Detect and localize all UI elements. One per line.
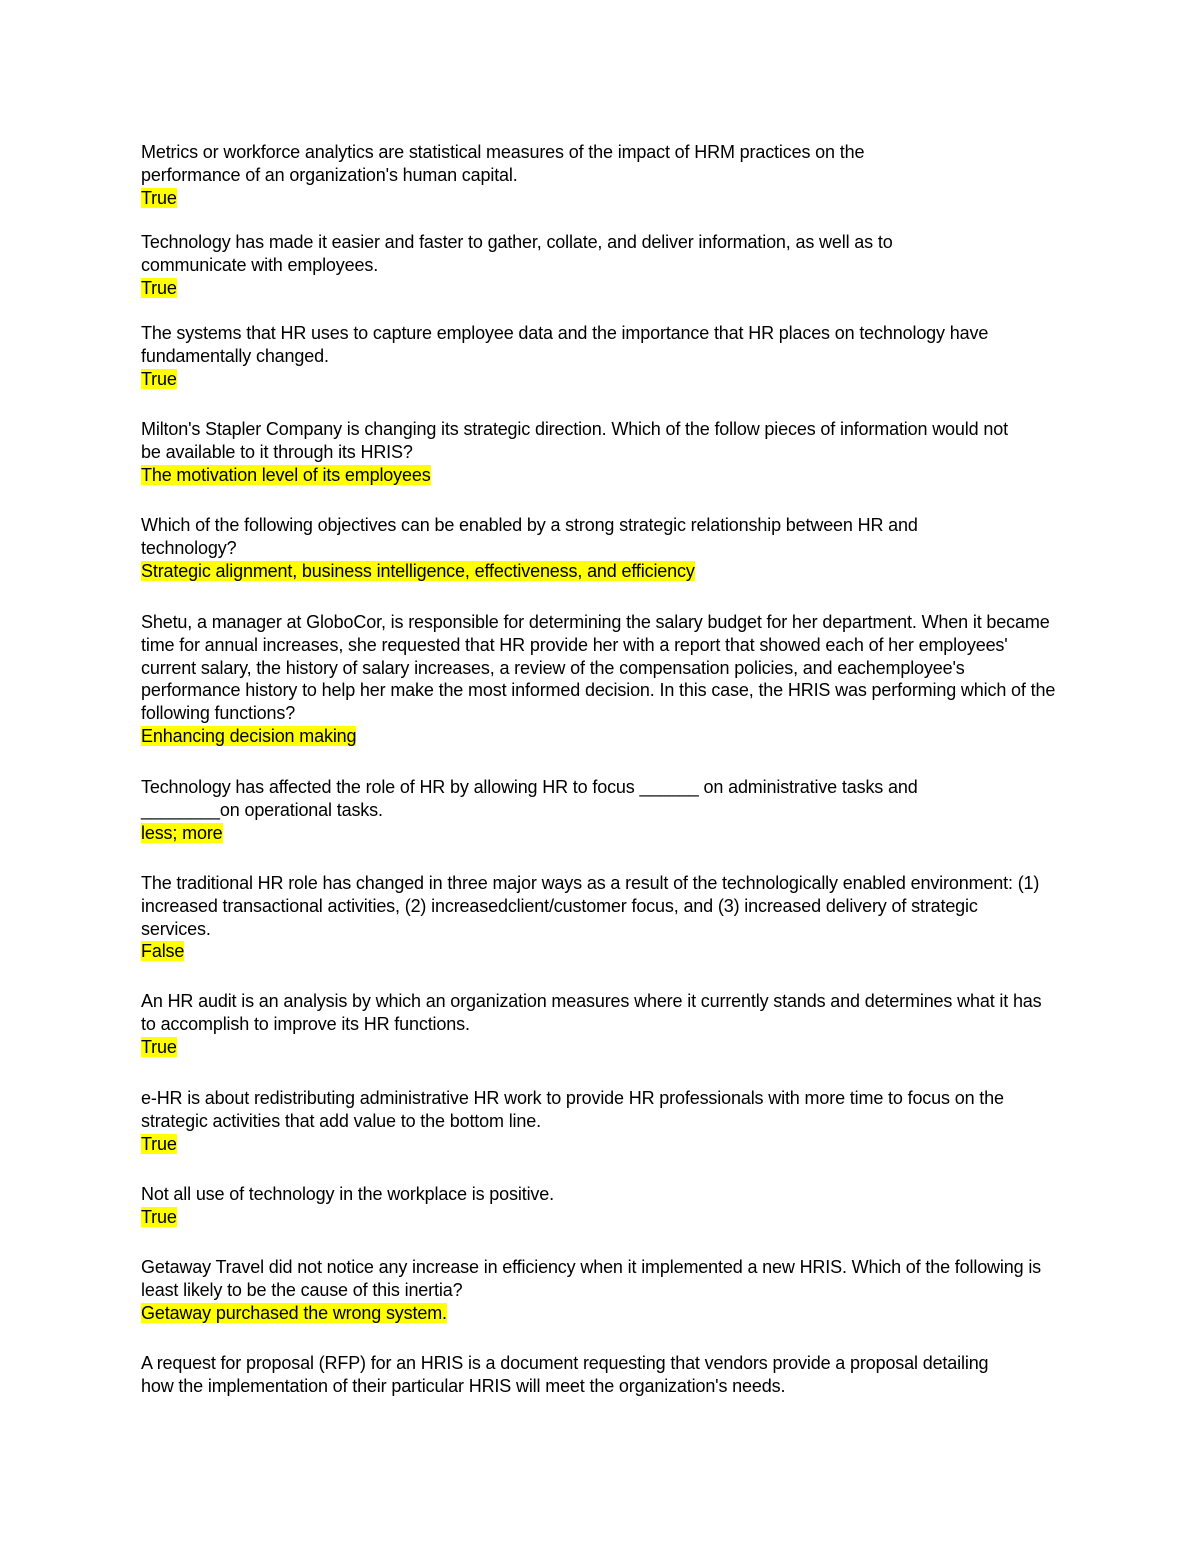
answer-line [141, 725, 1066, 748]
question-text: Getaway Travel did not notice any increase in efficiency when it implemented a new HRIS. Which of the following is least likely to be the cause of this inertia? [141, 1257, 1042, 1300]
qa-item [141, 1256, 1046, 1324]
answer-highlight: True [141, 277, 177, 298]
question-text: Technology has made it easier and faster to gather, collate, and deliver information, as well as to communicate with employees. [141, 232, 893, 275]
qa-item [141, 990, 1046, 1058]
answer-highlight: True [141, 187, 177, 208]
question-text: An HR audit is an analysis by which an organization measures where it currently stands and determines what it has to accomplish to improve its HR functions. [141, 991, 1042, 1034]
answer-highlight: True [141, 1133, 177, 1154]
question-text: Metrics or workforce analytics are statistical measures of the impact of HRM practices on the performance of an organization's human capital. [141, 142, 865, 185]
qa-item [141, 418, 1021, 486]
answer-line [141, 277, 981, 300]
answer-line [141, 464, 1021, 487]
answer-line [141, 1036, 1046, 1059]
answer-highlight: Strategic alignment, business intelligence, effectiveness, and efficiency [141, 560, 695, 581]
question-text: The traditional HR role has changed in three major ways as a result of the technologically enabled environment: (1) increased transactional activities, (2) increasedclient/customer focus, and (3) increased delivery of strategic services. [141, 873, 1040, 939]
answer-line [141, 368, 1041, 391]
question-text: A request for proposal (RFP) for an HRIS is a document requesting that vendors provide a proposal detailing how the implementation of their particular HRIS will meet the organization's needs. [141, 1353, 989, 1396]
answer-highlight: True [141, 368, 177, 389]
answer-line [141, 1206, 1046, 1229]
question-text: Milton's Stapler Company is changing its strategic direction. Which of the follow pieces of information would not be available to it through its HRIS? [141, 419, 1008, 462]
question-text: Which of the following objectives can be enabled by a strong strategic relationship between HR and technology? [141, 515, 918, 558]
answer-highlight: False [141, 941, 185, 962]
answer-line [141, 560, 971, 583]
answer-highlight: True [141, 1036, 177, 1057]
answer-highlight: less; more [141, 822, 223, 843]
question-text: Shetu, a manager at GloboCor, is responsible for determining the salary budget for her department. When it became time for annual increases, she requested that HR provide her with a report that showed each of her employees' current salary, the history of salary increases, a review of the compensation policies, and eachemployee's performance history to help her make the most informed decision. In this case, the HRIS was performing which of the following functions? [141, 612, 1056, 724]
qa-item [141, 514, 971, 582]
answer-line [141, 1133, 1046, 1156]
qa-item [141, 1352, 1021, 1398]
question-text: The systems that HR uses to capture employee data and the importance that HR places on technology have fundamentally changed. [141, 323, 989, 366]
question-text: e-HR is about redistributing administrative HR work to provide HR professionals with more time to focus on the strategic activities that add value to the bottom line. [141, 1088, 1004, 1131]
qa-item [141, 322, 1041, 390]
answer-line [141, 940, 1041, 963]
answer-highlight: Enhancing decision making [141, 725, 357, 746]
qa-item [141, 1087, 1046, 1155]
qa-item [141, 231, 981, 299]
answer-highlight: Getaway purchased the wrong system. [141, 1302, 447, 1323]
question-text: Technology has affected the role of HR by allowing HR to focus ______ on administrative tasks and ________on operational tasks. [141, 777, 918, 820]
qa-item [141, 776, 961, 844]
qa-item [141, 611, 1066, 748]
qa-item [141, 141, 951, 209]
answer-highlight: True [141, 1206, 177, 1227]
qa-item [141, 1183, 1046, 1229]
answer-line [141, 187, 951, 210]
qa-item [141, 872, 1041, 963]
answer-line [141, 1302, 1046, 1325]
answer-line [141, 822, 961, 845]
question-text: Not all use of technology in the workplace is positive. [141, 1184, 554, 1204]
answer-highlight: The motivation level of its employees [141, 464, 431, 485]
